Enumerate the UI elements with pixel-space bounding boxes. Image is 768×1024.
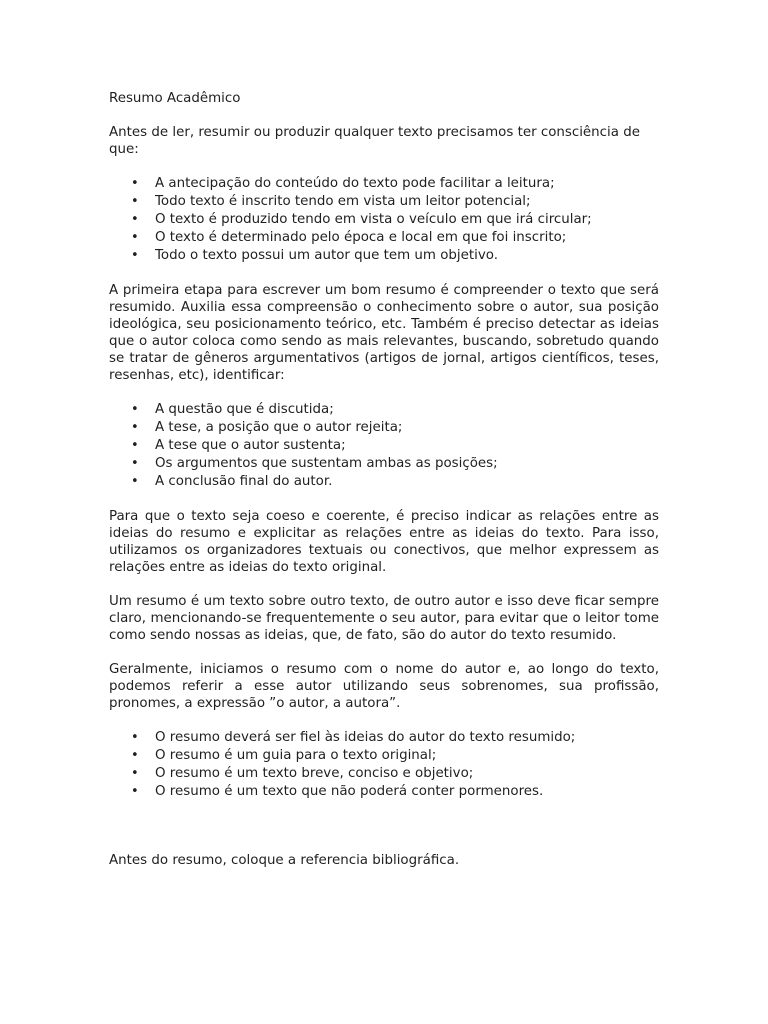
bullet-icon: • — [131, 748, 139, 763]
document-body — [109, 90, 659, 886]
bullet-icon: • — [131, 212, 139, 227]
list-item: • O resumo é um texto breve, conciso e objetivo; — [131, 766, 474, 781]
closing-paragraph: Antes do resumo, coloque a referencia bibliográfica. — [109, 853, 460, 868]
intro-paragraph: Antes de ler, resumir ou produzir qualquer texto precisamos ter consciência de que: — [109, 125, 640, 157]
bullet-icon: • — [131, 730, 139, 745]
paragraph-author-reference: Geralmente, iniciamos o resumo com o nome do autor e, ao longo do texto, podemos referir a esse autor utilizando seus sobrenomes, sua profissão, pronomes, a expressão ”o autor, a autora”. — [109, 662, 659, 711]
blank-space — [109, 818, 659, 852]
list-item: • O resumo é um guia para o texto original; — [131, 748, 437, 763]
bullet-icon: • — [131, 438, 139, 453]
bullet-icon: • — [131, 766, 139, 781]
paragraph-other-author: Um resumo é um texto sobre outro texto, de outro autor e isso deve ficar sempre claro, mencionando-se frequentemente o seu autor, para evitar que o leitor tome como sendo nossas as ideias, que, de fato, são do autor do texto resumido. — [109, 594, 659, 643]
list-item: • O resumo é um texto que não poderá conter pormenores. — [131, 784, 544, 799]
paragraph-first-step: A primeira etapa para escrever um bom resumo é compreender o texto que será resumido. Auxilia essa compreensão o conhecimento sobre o autor, sua posição ideológica, seu posicionamento teórico, etc. Também é preciso detectar as ideias que o autor coloca como sendo as mais relevantes, buscando, sobretudo quando se tratar de gêneros argumentativos (artigos de jornal, artigos científicos, teses, resenhas, etc), identificar: — [109, 283, 659, 383]
bullet-icon: • — [131, 402, 139, 417]
bullet-icon: • — [131, 248, 139, 263]
document-title: Resumo Acadêmico — [109, 91, 241, 106]
bullet-icon: • — [131, 230, 139, 245]
bullet-icon: • — [131, 474, 139, 489]
list-item: • Todo o texto possui um autor que tem um objetivo. — [131, 248, 498, 263]
list-item: • A tese que o autor sustenta; — [131, 438, 346, 453]
bullet-icon: • — [131, 194, 139, 209]
list-item: • A tese, a posição que o autor rejeita; — [131, 420, 403, 435]
list-item: • Os argumentos que sustentam ambas as posições; — [131, 456, 498, 471]
list-item: • O texto é determinado pelo época e local em que foi inscrito; — [131, 230, 567, 245]
list-item: • Todo texto é inscrito tendo em vista um leitor potencial; — [131, 194, 531, 209]
paragraph-cohesion: Para que o texto seja coeso e coerente, é preciso indicar as relações entre as ideias do resumo e explicitar as relações entre as ideias do texto. Para isso, utilizamos os organizadores textuais ou conectivos, que melhor expressem as relações entre as ideias do texto original. — [109, 509, 659, 575]
bullet-icon: • — [131, 784, 139, 799]
list-item: • A questão que é discutida; — [131, 402, 334, 417]
list-item: • A conclusão final do autor. — [131, 474, 333, 489]
bullet-icon: • — [131, 456, 139, 471]
list-item: • O texto é produzido tendo em vista o veículo em que irá circular; — [131, 212, 592, 227]
list-item: • A antecipação do conteúdo do texto pode facilitar a leitura; — [131, 176, 555, 191]
bullet-list-summary-rules — [109, 729, 659, 801]
bullet-icon: • — [131, 420, 139, 435]
bullet-list-identify — [109, 401, 659, 491]
bullet-list-awareness — [109, 175, 659, 265]
list-item: • O resumo deverá ser fiel às ideias do autor do texto resumido; — [131, 730, 576, 745]
bullet-icon: • — [131, 176, 139, 191]
